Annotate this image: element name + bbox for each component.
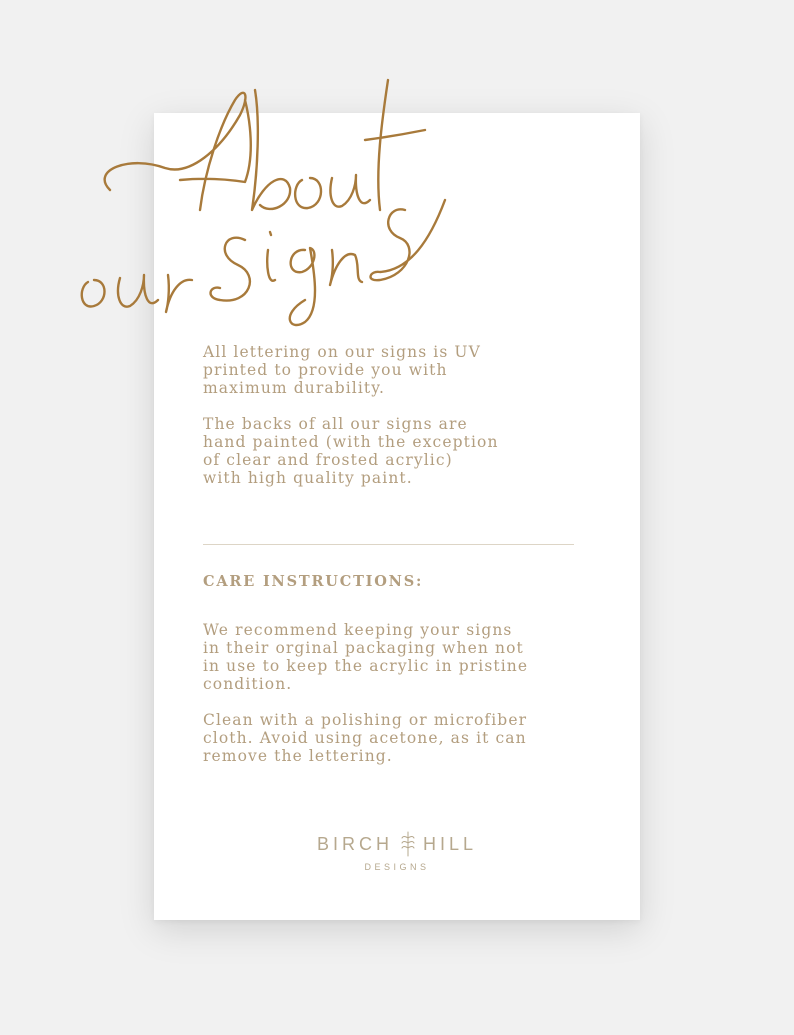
logo-subtitle: DESIGNS [364,862,430,872]
section-divider [203,544,574,545]
intro-section [203,343,603,487]
care-section [203,573,603,765]
script-title [70,60,470,340]
script-title-lettering [70,60,470,340]
brand-logo [154,830,640,872]
logo-word-hill: HILL [422,834,478,854]
birch-branch-icon [399,830,417,858]
intro-paragraph-uv: All lettering on our signs is UV printed to provide you with maximum durability. [203,343,481,397]
care-paragraph-packaging: We recommend keeping your signs in their orginal packaging when not in use to keep the acrylic in pristine condition. [203,621,529,693]
logo-wordmark [154,830,640,858]
intro-paragraph-backs: The backs of all our signs are hand painted (with the exception of clear and frosted acrylic) with high quality paint. [203,415,499,487]
logo-word-birch: BIRCH [316,834,393,854]
care-heading: CARE INSTRUCTIONS: [203,573,424,590]
care-paragraph-cleaning: Clean with a polishing or microfiber cloth. Avoid using acetone, as it can remove the lettering. [203,711,528,765]
